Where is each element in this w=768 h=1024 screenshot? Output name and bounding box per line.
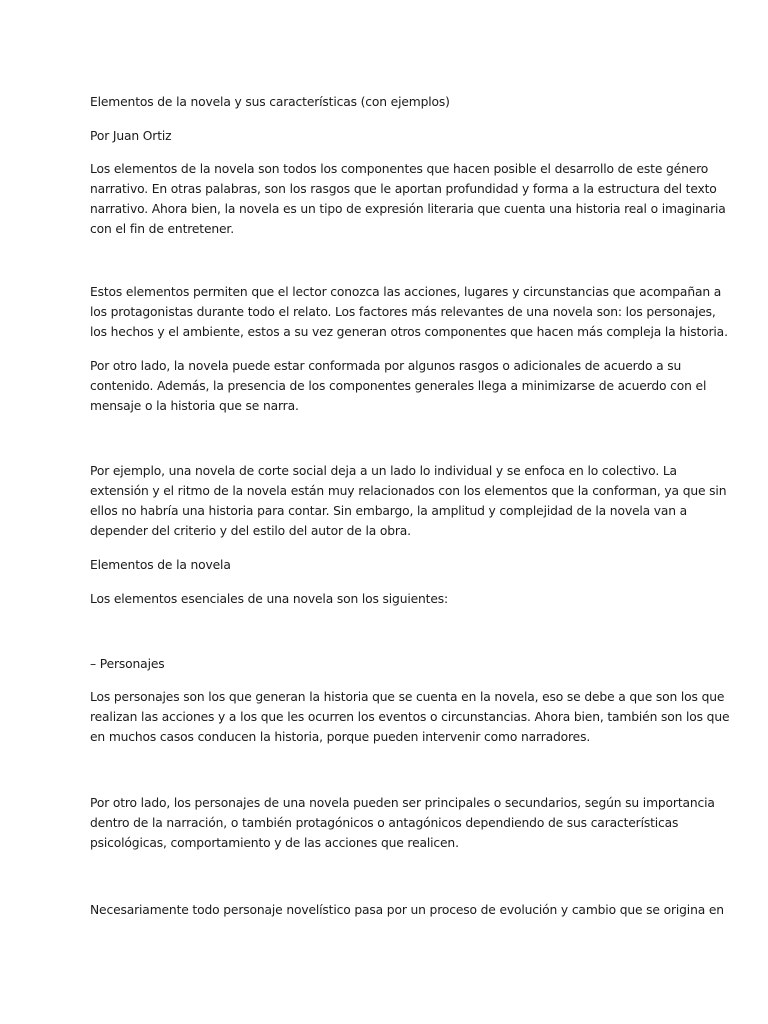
text-line: Los personajes son los que generan la historia que se cuenta en la novela, eso se debe a que son los que <box>90 690 725 704</box>
text-line: Estos elementos permiten que el lector conozca las acciones, lugares y circunstancias que acompañan a <box>90 285 722 299</box>
document-title <box>90 92 690 112</box>
text-line: narrativo. En otras palabras, son los rasgos que le aportan profundidad y forma a la estructura del texto <box>90 182 717 196</box>
paragraph-essentials <box>90 589 690 609</box>
text-line: Elementos de la novela <box>90 558 231 572</box>
text-line: extensión y el ritmo de la novela están muy relacionados con los elementos que la conforman, ya que sin <box>90 484 727 498</box>
paragraph-evolution <box>90 900 724 920</box>
text-line: Por ejemplo, una novela de corte social deja a un lado lo individual y se enfoca en lo colectivo. La <box>90 464 677 478</box>
text-line: Los elementos de la novela son todos los componentes que hacen posible el desarrollo de este género <box>90 162 709 176</box>
paragraph-example <box>90 461 727 541</box>
paragraph-intro <box>90 159 726 239</box>
text-line: dentro de la narración, o también protagónicos o antagónicos dependiendo de sus características <box>90 816 679 830</box>
paragraph-characters <box>90 687 730 747</box>
text-line: contenido. Además, la presencia de los componentes generales llega a minimizarse de acuerdo con el <box>90 379 707 393</box>
text-line: ellos no habría una historia para contar. Sin embargo, la amplitud y complejidad de la novela van a <box>90 504 688 518</box>
text-line: – Personajes <box>90 657 165 671</box>
text-line: Elementos de la novela y sus características (con ejemplos) <box>90 95 450 109</box>
paragraph-elements <box>90 282 728 342</box>
text-line: Por otro lado, la novela puede estar conformada por algunos rasgos o adicionales de acuerdo a su <box>90 359 682 373</box>
text-line: narrativo. Ahora bien, la novela es un tipo de expresión literaria que cuenta una historia real o imaginaria <box>90 202 726 216</box>
subsection-heading <box>90 654 690 674</box>
author-line <box>90 126 690 146</box>
text-line: los protagonistas durante todo el relato. Los factores más relevantes de una novela son: los personajes, <box>90 305 716 319</box>
text-line: depender del criterio y del estilo del autor de la obra. <box>90 524 411 538</box>
text-line: los hechos y el ambiente, estos a su vez generan otros componentes que hacen más compleja la historia. <box>90 325 728 339</box>
text-line: Por otro lado, los personajes de una novela pueden ser principales o secundarios, según su importancia <box>90 796 715 810</box>
text-line: Los elementos esenciales de una novela son los siguientes: <box>90 592 449 606</box>
text-line: en muchos casos conducen la historia, porque pueden intervenir como narradores. <box>90 730 591 744</box>
paragraph-other-side <box>90 356 707 416</box>
paragraph-character-types <box>90 793 715 853</box>
text-line: mensaje o la historia que se narra. <box>90 399 299 413</box>
section-heading <box>90 555 690 575</box>
text-line: con el fin de entretener. <box>90 222 234 236</box>
text-line: psicológicas, comportamiento y de las acciones que realicen. <box>90 836 459 850</box>
text-line: Necesariamente todo personaje novelístico pasa por un proceso de evolución y cambio que se origina en <box>90 903 724 917</box>
text-line: Por Juan Ortiz <box>90 129 172 143</box>
text-line: realizan las acciones y a los que les ocurren los eventos o circunstancias. Ahora bien, también son los que <box>90 710 730 724</box>
